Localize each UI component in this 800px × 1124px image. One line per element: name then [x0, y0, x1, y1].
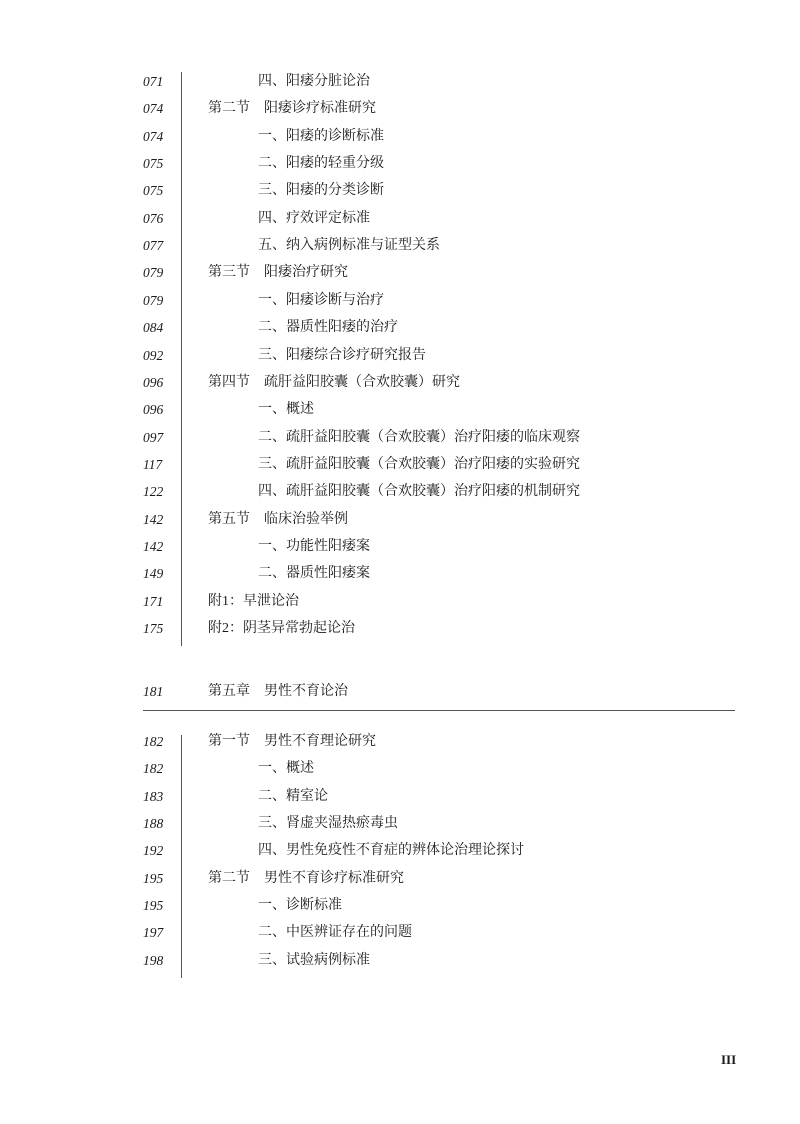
page-number: 084	[143, 320, 164, 336]
subsection-title: 一、概述	[258, 402, 314, 418]
toc-entry[interactable]	[0, 947, 800, 974]
toc-entry[interactable]	[0, 123, 800, 150]
page-number: 075	[143, 183, 164, 199]
chapter-title: 第五章 男性不育论治	[208, 684, 348, 699]
subsection-title: 二、精室论	[258, 788, 328, 804]
page-number: 175	[143, 621, 164, 636]
chapter-rule	[143, 710, 735, 711]
subsection-title: 三、疏肝益阳胶囊（合欢胶囊）治疗阳痿的实验研究	[258, 456, 580, 472]
page-number: 079	[143, 265, 164, 281]
section-title: 第四节 疏肝益阳胶囊（合欢胶囊）研究	[208, 374, 460, 390]
section-title: 附1：早泄论治	[208, 593, 299, 609]
toc-entry[interactable]	[0, 232, 800, 259]
section-title: 第一节 男性不育理论研究	[208, 734, 376, 749]
toc-entry[interactable]	[0, 588, 800, 615]
page-number: 122	[143, 484, 164, 500]
toc-entry[interactable]	[0, 560, 800, 587]
toc-entry[interactable]	[0, 369, 800, 396]
page-number: 198	[143, 952, 164, 968]
toc-entry[interactable]	[0, 342, 800, 369]
subsection-title: 一、阳痿的诊断标准	[258, 128, 384, 144]
toc-entry[interactable]	[0, 424, 800, 451]
section-title: 第二节 阳痿诊疗标准研究	[208, 101, 376, 117]
subsection-title: 二、疏肝益阳胶囊（合欢胶囊）治疗阳痿的临床观察	[258, 429, 580, 445]
page-number: 195	[143, 870, 164, 886]
toc-entry[interactable]	[0, 615, 800, 642]
page-number: 182	[143, 734, 164, 749]
toc-chapter-entry[interactable]	[0, 678, 800, 705]
page-number: 142	[143, 511, 164, 527]
toc-entry[interactable]	[0, 506, 800, 533]
page-number: 188	[143, 816, 164, 832]
page-folio: III	[721, 1052, 737, 1067]
page-number: 074	[143, 101, 164, 117]
toc-entry[interactable]	[0, 205, 800, 232]
page-number: 092	[143, 347, 164, 363]
page-number: 074	[143, 128, 164, 144]
section-title: 第三节 阳痿治疗研究	[208, 265, 348, 281]
toc-entry[interactable]	[0, 451, 800, 478]
page-number: 075	[143, 156, 164, 172]
toc-entry[interactable]	[0, 150, 800, 177]
page-number: 171	[143, 593, 164, 609]
subsection-title: 一、阳痿诊断与治疗	[258, 292, 384, 308]
toc-entry[interactable]	[0, 919, 800, 946]
toc-entry[interactable]	[0, 95, 800, 122]
page-number: 195	[143, 898, 164, 914]
subsection-title: 一、功能性阳痿案	[258, 538, 370, 554]
subsection-title: 三、阳痿综合诊疗研究报告	[258, 347, 426, 363]
page-number: 079	[143, 292, 164, 308]
toc-entry[interactable]	[0, 837, 800, 864]
section-title: 第二节 男性不育诊疗标准研究	[208, 870, 404, 886]
toc-entry[interactable]	[0, 728, 800, 755]
toc-entry[interactable]	[0, 314, 800, 341]
subsection-title: 二、器质性阳痿案	[258, 566, 370, 582]
toc-entry[interactable]	[0, 68, 800, 95]
page-number: 142	[143, 538, 164, 554]
toc-entry[interactable]	[0, 783, 800, 810]
subsection-title: 三、试验病例标准	[258, 952, 370, 968]
section-title: 第五节 临床治验举例	[208, 511, 348, 527]
toc-entry[interactable]	[0, 810, 800, 837]
page-number: 197	[143, 925, 164, 941]
page-number: 183	[143, 788, 164, 804]
page-number: 182	[143, 761, 164, 777]
subsection-title: 二、器质性阳痿的治疗	[258, 320, 398, 336]
page-number: 096	[143, 374, 164, 390]
page-number: 071	[143, 74, 164, 89]
subsection-title: 四、疗效评定标准	[258, 210, 370, 226]
subsection-title: 三、阳痿的分类诊断	[258, 183, 384, 199]
toc-entry[interactable]	[0, 755, 800, 782]
page-number: 117	[143, 456, 163, 472]
page-number: 097	[143, 429, 164, 445]
subsection-title: 五、纳入病例标准与证型关系	[258, 238, 440, 254]
section-title: 附2：阴茎异常勃起论治	[208, 621, 355, 636]
toc-entry[interactable]	[0, 892, 800, 919]
page-number: 096	[143, 402, 164, 418]
toc-entry[interactable]	[0, 478, 800, 505]
page-number: 149	[143, 566, 164, 582]
toc-entry[interactable]	[0, 533, 800, 560]
subsection-title: 四、阳痿分脏论治	[258, 74, 370, 89]
subsection-title: 三、肾虚夹湿热瘀毒虫	[258, 816, 398, 832]
subsection-title: 二、中医辨证存在的问题	[258, 925, 412, 941]
toc-entry[interactable]	[0, 287, 800, 314]
toc-entry[interactable]	[0, 865, 800, 892]
toc-entry[interactable]	[0, 396, 800, 423]
toc-entry[interactable]	[0, 259, 800, 286]
subsection-title: 四、男性免疫性不育症的辨体论治理论探讨	[258, 843, 524, 859]
subsection-title: 一、概述	[258, 761, 314, 777]
page-number: 076	[143, 210, 164, 226]
page-number: 192	[143, 843, 164, 859]
subsection-title: 一、诊断标准	[258, 898, 342, 914]
chapter-page-number: 181	[143, 684, 164, 699]
page-number: 077	[143, 238, 164, 254]
subsection-title: 二、阳痿的轻重分级	[258, 156, 384, 172]
toc-entry[interactable]	[0, 177, 800, 204]
subsection-title: 四、疏肝益阳胶囊（合欢胶囊）治疗阳痿的机制研究	[258, 484, 580, 500]
